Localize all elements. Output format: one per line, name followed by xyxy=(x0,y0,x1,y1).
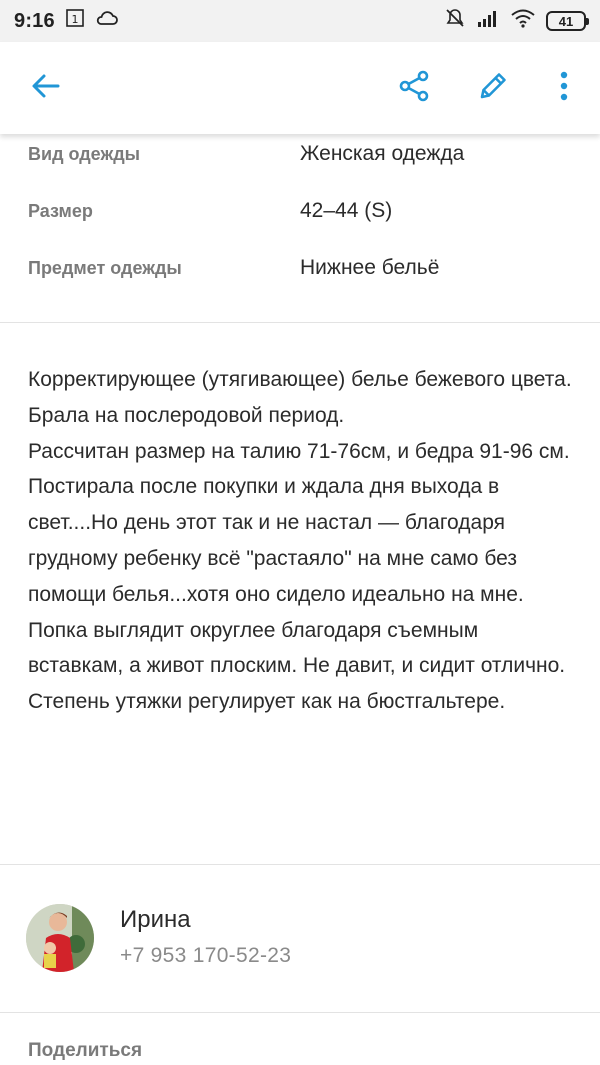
property-row-clothing-item xyxy=(0,248,600,288)
divider xyxy=(0,864,600,865)
cloud-icon xyxy=(95,9,119,33)
property-value: Нижнее бельё xyxy=(300,256,440,279)
description-line: Брала на послеродовой период. xyxy=(28,403,345,427)
property-label: Размер xyxy=(28,200,93,221)
edit-button[interactable] xyxy=(465,60,521,116)
description-line: Корректирующее (утягивающее) белье бежевого цвета. xyxy=(28,368,572,391)
back-button[interactable] xyxy=(18,60,74,116)
seller-card[interactable] xyxy=(0,870,600,1010)
share-button[interactable] xyxy=(386,60,442,116)
back-arrow-icon xyxy=(30,70,62,107)
pencil-icon xyxy=(476,69,510,108)
property-row-clothing-type xyxy=(0,134,600,174)
property-label: Вид одежды xyxy=(28,143,141,164)
description-line: Постирала после покупки и ждала дня выхода в свет....Но день этот так и не настал — благодаря грудному ребенку всё "растаяло" на мне само без помощи белья...хотя оно сидело идеально на мне. xyxy=(28,475,524,606)
status-time: 9:16 xyxy=(14,9,55,32)
wifi-icon xyxy=(510,8,536,34)
signal-icon xyxy=(476,8,500,34)
share-icon xyxy=(397,69,431,108)
svg-text:1: 1 xyxy=(71,13,79,26)
item-description xyxy=(28,362,576,720)
property-value: Женская одежда xyxy=(300,142,465,165)
battery-icon xyxy=(546,11,586,31)
mute-icon xyxy=(444,7,466,35)
seller-name: Ирина xyxy=(120,906,191,933)
property-value: 42–44 (S) xyxy=(300,199,393,222)
sim-icon xyxy=(65,8,85,34)
description-line: Попка выглядит округлее благодаря съемным вставкам, а живот плоским. Не давит, и сидит отлично. xyxy=(28,618,566,678)
property-label: Предмет одежды xyxy=(28,257,182,278)
more-vertical-icon xyxy=(559,70,569,107)
status-bar xyxy=(0,0,600,42)
share-section-title: Поделиться xyxy=(28,1040,143,1061)
more-options-button[interactable] xyxy=(536,60,592,116)
divider xyxy=(0,322,600,323)
battery-level: 41 xyxy=(558,13,574,29)
description-line: Степень утяжки регулирует как на бюстгальтере. xyxy=(28,690,506,714)
property-row-size xyxy=(0,191,600,231)
app-bar xyxy=(0,42,600,134)
seller-phone[interactable]: +7 953 170-52-23 xyxy=(120,944,292,967)
description-line: Рассчитан размер на талию 71-76см, и бедра 91-96 см. xyxy=(28,439,570,463)
seller-avatar[interactable] xyxy=(26,904,94,972)
divider xyxy=(0,1012,600,1013)
